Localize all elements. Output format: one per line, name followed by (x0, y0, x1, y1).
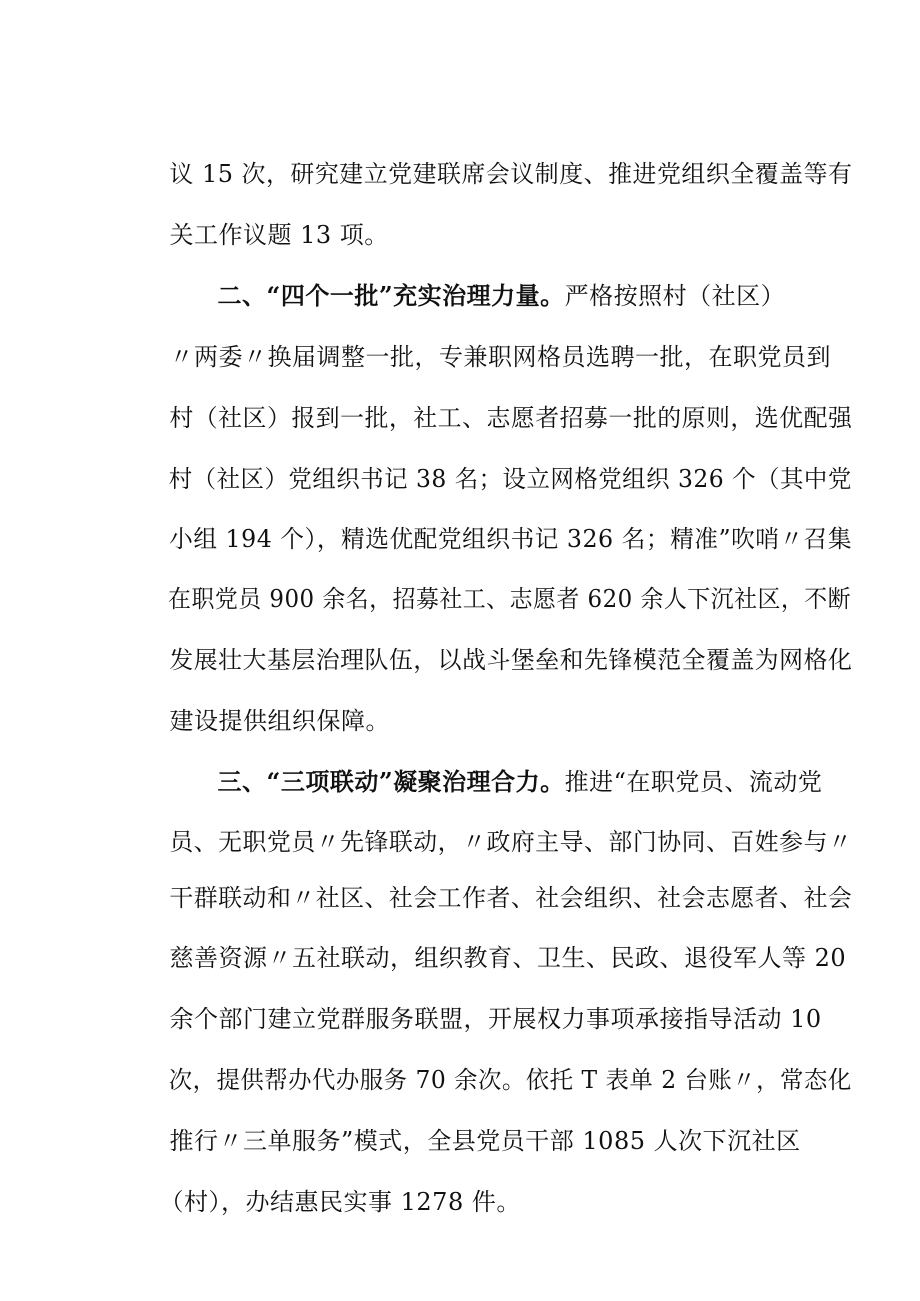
line-text: 小组 194 个），精选优配党组织书记 326 名；精准”吹哨〃召集 (169, 525, 853, 553)
line-text: 关工作议题 13 项。 (169, 221, 389, 249)
line-text: 村（社区）报到一批，社工、志愿者招募一批的原则，选优配强 (169, 404, 853, 432)
line-text: 建设提供组织保障。 (169, 707, 391, 735)
line-text: 在职党员 900 余名，招募社工、志愿者 620 余人下沉社区，不断 (168, 585, 852, 613)
section-heading: 三、“三项联动”凝聚治理合力。 (217, 767, 565, 796)
line-text: 员、无职党员〃先锋联动，〃政府主导、部门协同、百姓参与〃 (169, 828, 853, 856)
section-heading: 二、“四个一批”充实治理力量。 (217, 281, 565, 310)
line-text: 干群联动和〃社区、社会工作者、社会组织、社会志愿者、社会 (169, 884, 853, 912)
line-text: 〃两委〃换届调整一批，专兼职网格员选聘一批，在职党员到 (169, 343, 832, 371)
line-text: 推行〃三单服务”模式，全县党员干部 1085 人次下沉社区 (169, 1127, 801, 1155)
line-text: 严格按照村（社区） (564, 282, 786, 310)
line-text: 慈善资源〃五社联动，组织教育、卫生、民政、退役军人等 20 (169, 944, 847, 972)
line-text: 议 15 次，研究建立党建联席会议制度、推进党组织全覆盖等有 (169, 160, 853, 188)
line-text: 村（社区）党组织书记 38 名；设立网格党组织 326 个（其中党 (168, 465, 852, 493)
line-text: 次，提供帮办代办服务 70 余次。依托 T 表单 2 台账〃，常态化 (168, 1066, 852, 1094)
line-text: 发展壮大基层治理队伍，以战斗堡垒和先锋模范全覆盖为网格化 (169, 646, 853, 674)
line-text: （村），办结惠民实事 1278 件。 (159, 1188, 521, 1216)
line-text: 余个部门建立党群服务联盟，开展权力事项承接指导活动 10 (169, 1005, 822, 1033)
text-line (127, 1157, 920, 1247)
line-text: 推进“在职党员、流动党 (564, 768, 823, 796)
